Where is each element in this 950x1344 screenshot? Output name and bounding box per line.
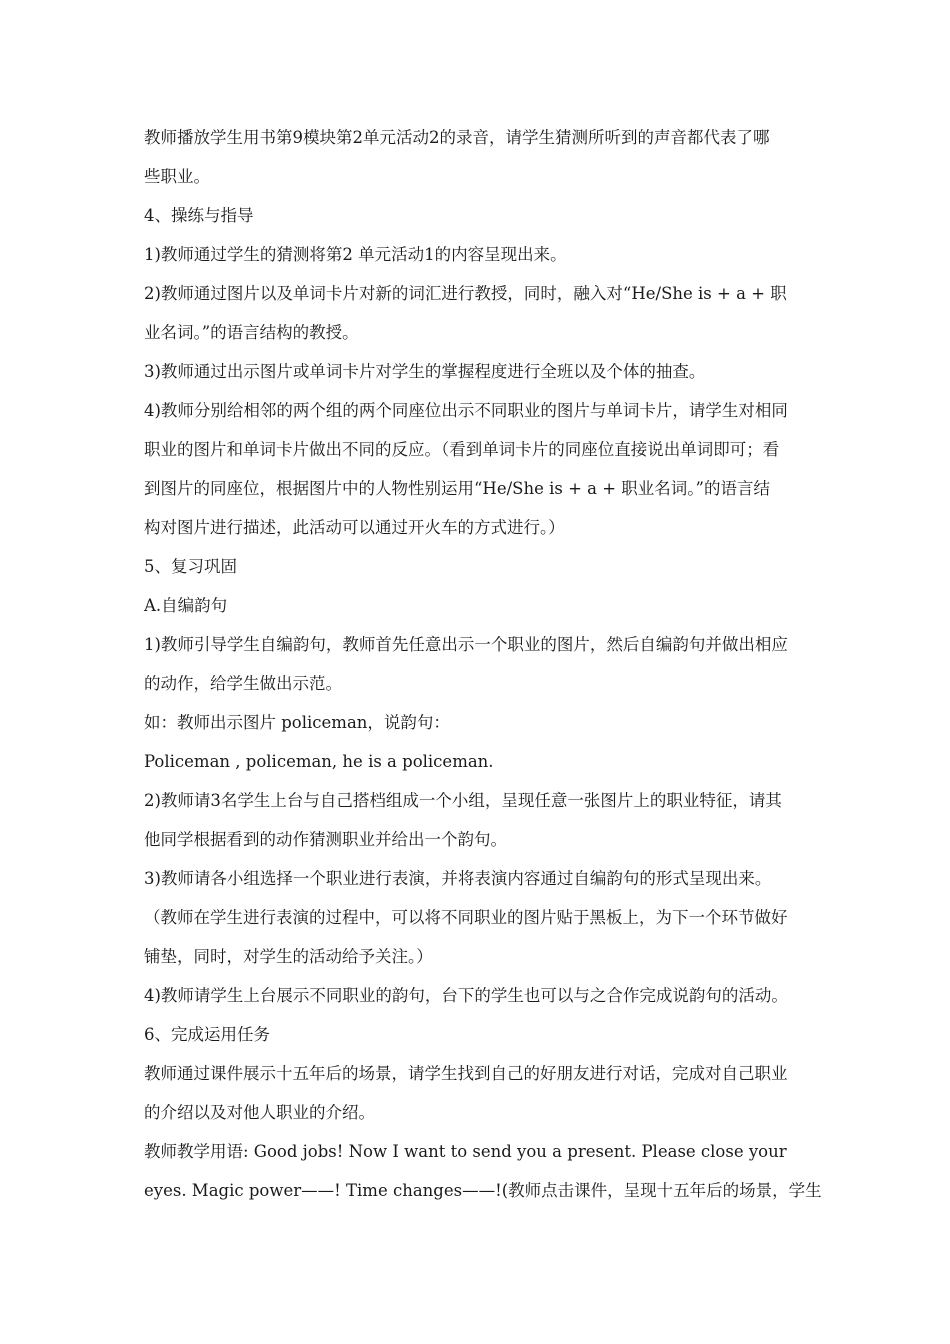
- section-heading: 4、操练与指导: [144, 206, 254, 225]
- text-line: 教师通过课件展示十五年后的场景，请学生找到自己的好朋友进行对话，完成对自己职业: [144, 1064, 788, 1083]
- section-heading: 5、复习巩固: [144, 557, 237, 576]
- text-line: 铺垫，同时，对学生的活动给予关注。）: [144, 947, 433, 966]
- text-line: 1)教师通过学生的猜测将第2 单元活动1的内容呈现出来。: [144, 245, 567, 264]
- text-line: 2)教师通过图片以及单词卡片对新的词汇进行教授，同时，融入对“He/She is + a + 职: [144, 284, 787, 303]
- text-line: 3)教师请各小组选择一个职业进行表演，并将表演内容通过自编韵句的形式呈现出来。: [144, 869, 772, 888]
- text-line: 业名词。”的语言结构的教授。: [144, 323, 359, 342]
- section-heading: 6、完成运用任务: [144, 1025, 270, 1044]
- text-line: 1)教师引导学生自编韵句，教师首先任意出示一个职业的图片，然后自编韵句并做出相应: [144, 635, 788, 654]
- text-line: 4)教师分别给相邻的两个组的两个同座位出示不同职业的图片与单词卡片，请学生对相同: [144, 401, 788, 420]
- text-line: 4)教师请学生上台展示不同职业的韵句，台下的学生也可以与之合作完成说韵句的活动。: [144, 986, 788, 1005]
- text-line: 构对图片进行描述，此活动可以通过开火车的方式进行。）: [144, 518, 565, 537]
- text-line: 到图片的同座位，根据图片中的人物性别运用“He/She is + a + 职业名词。”的语言结: [144, 479, 770, 498]
- text-line: 的动作，给学生做出示范。: [144, 674, 342, 693]
- subsection-heading: A.自编韵句: [144, 596, 228, 615]
- text-line: 教师教学用语: Good jobs! Now I want to send you a present. Please close your: [144, 1142, 787, 1161]
- document-body: [144, 123, 822, 1215]
- text-line: 2)教师请3名学生上台与自己搭档组成一个小组，呈现任意一张图片上的职业特征，请其: [144, 791, 782, 810]
- text-line: 如：教师出示图片 policeman，说韵句：: [144, 713, 450, 732]
- text-line: Policeman , policeman, he is a policeman.: [144, 752, 494, 771]
- text-line: 职业的图片和单词卡片做出不同的反应。（看到单词卡片的同座位直接说出单词即可；看: [144, 440, 780, 459]
- text-line: 3)教师通过出示图片或单词卡片对学生的掌握程度进行全班以及个体的抽查。: [144, 362, 706, 381]
- text-line: 的介绍以及对他人职业的介绍。: [144, 1103, 375, 1122]
- text-line: 他同学根据看到的动作猜测职业并给出一个韵句。: [144, 830, 507, 849]
- text-line: （教师在学生进行表演的过程中，可以将不同职业的图片贴于黑板上，为下一个环节做好: [144, 908, 788, 927]
- text-line: 些职业。: [144, 167, 210, 186]
- text-line: eyes. Magic power——! Time changes——!(教师点击课件，呈现十五年后的场景，学生: [144, 1181, 822, 1200]
- text-line: 教师播放学生用书第9模块第2单元活动2的录音，请学生猜测所听到的声音都代表了哪: [144, 128, 770, 147]
